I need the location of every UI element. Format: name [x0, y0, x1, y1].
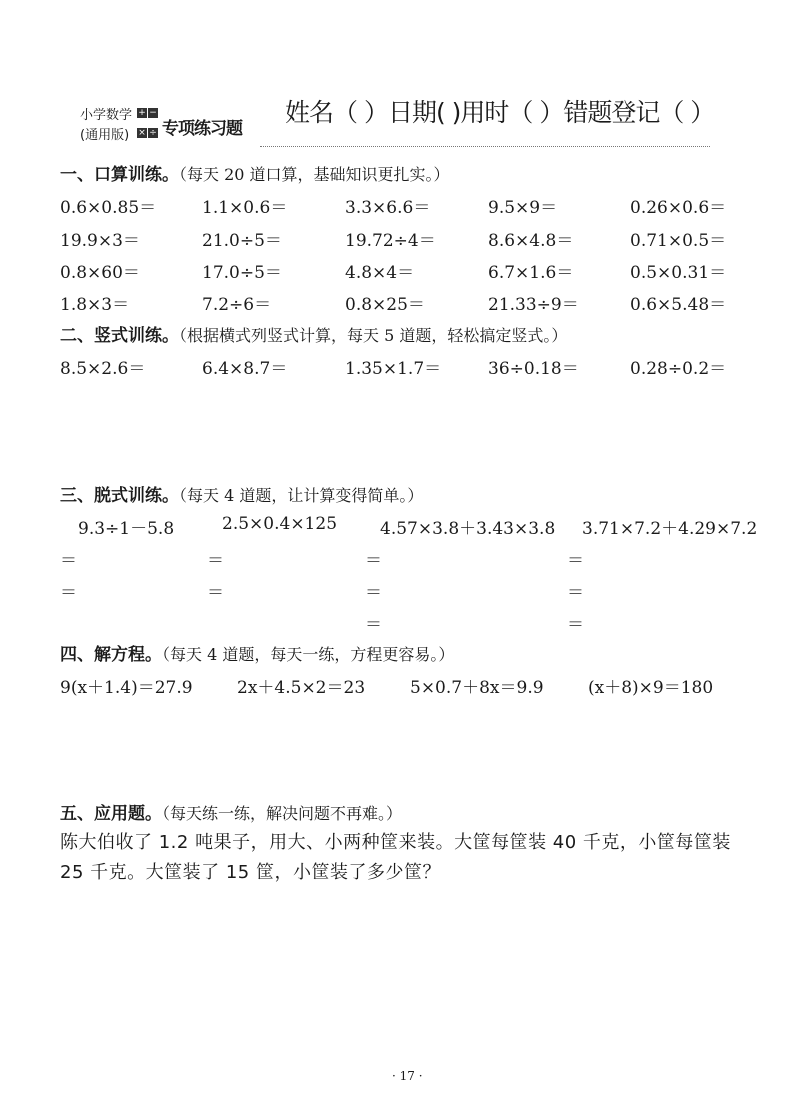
oral-problem: 4.8×4＝	[345, 263, 415, 283]
vertical-problem: 8.5×2.6＝	[60, 359, 146, 379]
section-4-note: （每天 4 道题，每天一练，方程更容易。）	[162, 645, 455, 664]
equation-problem: 9(x＋1.4)＝27.9	[60, 678, 193, 698]
oral-problem: 0.71×0.5＝	[630, 231, 727, 251]
oral-problem: 0.8×25＝	[345, 295, 425, 315]
equals-sign: ＝	[60, 551, 77, 571]
oral-problem: 8.6×4.8＝	[488, 231, 574, 251]
equals-sign: ＝	[60, 583, 77, 603]
plus-icon: +	[138, 108, 146, 118]
section-4-title: 四、解方程。	[60, 645, 162, 665]
equation-problem: 5×0.7＋8x＝9.9	[410, 678, 544, 698]
oral-problem: 19.9×3＝	[60, 231, 140, 251]
stepwise-problem: 3.71×7.2＋4.29×7.2	[582, 519, 758, 539]
oral-problem: 17.0÷5＝	[202, 263, 282, 283]
equals-sign: ＝	[207, 583, 224, 603]
equals-sign: ＝	[207, 551, 224, 571]
oral-problem: 21.0÷5＝	[202, 231, 282, 251]
oral-problem: 19.72÷4＝	[345, 231, 436, 251]
equals-sign: ＝	[365, 551, 382, 571]
section-1-heading	[60, 160, 450, 185]
section-4-heading	[60, 640, 454, 665]
student-info-line: 姓名（ ）日期( )用时（ ）错题登记（ ）	[285, 98, 715, 127]
oral-problem: 3.3×6.6＝	[345, 198, 431, 218]
oral-problem: 1.1×0.6＝	[202, 198, 288, 218]
stepwise-problem: 4.57×3.8＋3.43×3.8	[380, 519, 556, 539]
divide-icon: ÷	[149, 128, 157, 138]
section-1-note: （每天 20 道口算，基础知识更扎实。）	[179, 165, 450, 184]
vertical-problem: 6.4×8.7＝	[202, 359, 288, 379]
equals-sign: ＝	[365, 615, 382, 635]
section-1-title: 一、口算训练。	[60, 165, 179, 185]
oral-problem: 21.33÷9＝	[488, 295, 579, 315]
section-5-note: （每天练一练，解决问题不再难。）	[162, 804, 403, 823]
stepwise-problem: 2.5×0.4×125	[222, 514, 338, 534]
vertical-problem: 36÷0.18＝	[488, 359, 579, 379]
brand-logo	[80, 104, 260, 146]
equals-sign: ＝	[567, 615, 584, 635]
section-5-title: 五、应用题。	[60, 804, 162, 824]
stepwise-problem: 9.3÷1－5.8	[78, 519, 175, 539]
equals-sign: ＝	[567, 551, 584, 571]
section-2-title: 二、竖式训练。	[60, 326, 179, 346]
section-3-note: （每天 4 道题，让计算变得简单。）	[179, 486, 424, 505]
oral-problem: 0.5×0.31＝	[630, 263, 727, 283]
brand-title: 专项练习题	[162, 119, 242, 139]
oral-problem: 0.6×0.85＝	[60, 198, 157, 218]
brand-line2: (通用版)	[80, 128, 130, 143]
times-icon: ×	[138, 128, 146, 138]
vertical-problem: 1.35×1.7＝	[345, 359, 442, 379]
word-problem-line-1: 陈大伯收了 1.2 吨果子，用大、小两种筐来装。大筐每筐装 40 千克，小筐每筐装	[60, 832, 731, 853]
vertical-problem: 0.28÷0.2＝	[630, 359, 727, 379]
brand-line1: 小学数学	[80, 108, 133, 123]
page-number: · 17 ·	[392, 1069, 423, 1083]
equals-sign: ＝	[365, 583, 382, 603]
oral-problem: 7.2÷6＝	[202, 295, 272, 315]
equation-problem: 2x＋4.5×2＝23	[237, 678, 366, 698]
header-divider	[260, 146, 710, 147]
oral-problem: 9.5×9＝	[488, 198, 558, 218]
section-3-heading	[60, 481, 423, 506]
section-2-note: （根据横式列竖式计算，每天 5 道题，轻松搞定竖式。）	[179, 326, 568, 345]
oral-problem: 0.8×60＝	[60, 263, 140, 283]
oral-problem: 0.26×0.6＝	[630, 198, 727, 218]
math-operators-icon	[137, 104, 159, 142]
equals-sign: ＝	[567, 583, 584, 603]
section-5-heading	[60, 799, 402, 824]
equation-problem: (x＋8)×9＝180	[588, 678, 714, 698]
section-3-title: 三、脱式训练。	[60, 486, 179, 506]
section-2-heading	[60, 321, 567, 346]
word-problem-line-2: 25 千克。大筐装了 15 筐，小筐装了多少筐？	[60, 862, 441, 883]
oral-problem: 6.7×1.6＝	[488, 263, 574, 283]
oral-problem: 0.6×5.48＝	[630, 295, 727, 315]
oral-problem: 1.8×3＝	[60, 295, 130, 315]
minus-icon: −	[149, 108, 157, 118]
